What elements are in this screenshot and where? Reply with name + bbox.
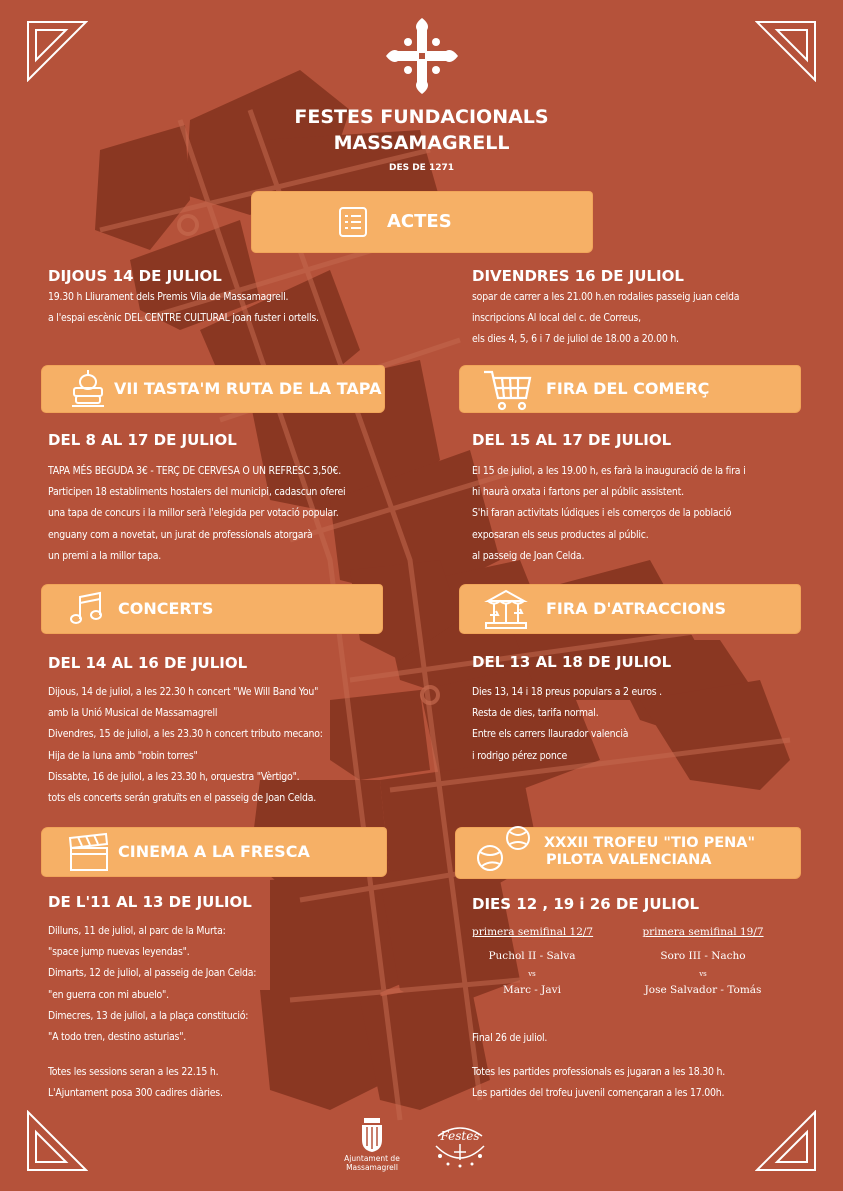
festes-logo <box>430 1116 490 1174</box>
text-line: hi haurà orxata i fartons per al públic assistent. <box>472 486 684 499</box>
banner-comerc-label: FIRA DEL COMERÇ <box>546 379 710 398</box>
atraccions-date: DEL 13 AL 18 DE JULIOL <box>472 653 672 671</box>
text-line: exposaran els seus productes al públic. <box>472 528 649 541</box>
clapperboard-icon <box>68 832 110 872</box>
text-line: Dimarts, 12 de juliol, al passeig de Joan Celda: <box>48 967 257 980</box>
banner-tapa <box>42 366 384 412</box>
text-line: Divendres, 15 de juliol, a les 23.30 h concert tributo mecano: <box>48 728 323 741</box>
banner-actes <box>252 192 592 252</box>
actes-left-date: DIJOUS 14 DE JULIOL <box>48 267 222 285</box>
banner-comerc <box>460 366 800 412</box>
text-line: Final 26 de juliol. <box>472 1032 548 1044</box>
semifinal-2-team-2: Jose Salvador - Tomás <box>644 984 762 996</box>
tapa-icon <box>70 368 106 410</box>
text-line: amb la Unió Musical de Massamagrell <box>48 707 218 720</box>
semifinal-1-title: primera semifinal 12/7 <box>472 926 594 938</box>
banner-cinema-label: CINEMA A LA FRESCA <box>118 842 310 861</box>
banner-actes-label: ACTES <box>387 211 452 232</box>
text-line: tots els concerts serán gratuïts en el passeig de Joan Celda. <box>48 791 317 804</box>
semifinal-2 <box>618 926 788 1004</box>
banner-atraccions-label: FIRA D'ATRACCIONS <box>546 599 727 618</box>
text-line: una tapa de concurs i la millor serà l'elegida per votació popular. <box>48 507 339 520</box>
banner-pilota-label-1: XXXII TROFEU "TIO PENA" <box>544 835 756 851</box>
festes-logo-text: Festes <box>440 1129 480 1143</box>
actes-right-text <box>472 287 739 351</box>
ajuntament-logo-text <box>332 1154 412 1172</box>
text-line: Entre els carrers llaurador valencià <box>472 728 629 741</box>
checklist-icon <box>338 206 368 238</box>
text-line: Dimecres, 13 de juliol, a la plaça constitució: <box>48 1009 249 1022</box>
semifinal-2-team-1: Soro III - Nacho <box>660 950 746 962</box>
ajuntament-line-2: Massamagrell <box>346 1163 398 1172</box>
concerts-date: DEL 14 AL 16 DE JULIOL <box>48 654 248 672</box>
semifinal-1 <box>472 926 592 1004</box>
tapa-text <box>48 461 345 567</box>
cinema-footer <box>48 1062 223 1104</box>
banner-atraccions <box>460 585 800 633</box>
music-note-icon <box>70 591 106 627</box>
semifinal-1-team-1: Puchol II - Salva <box>488 950 576 962</box>
cinema-text <box>48 921 256 1048</box>
text-line: a l'espai escènic DEL CENTRE CULTURAL joan fuster i ortells. <box>48 312 319 325</box>
text-line: al passeig de Joan Celda. <box>472 549 585 562</box>
text-line: Les partides del trofeu juvenil començaran a les 17.00h. <box>472 1087 725 1100</box>
carousel-icon <box>484 587 528 631</box>
corner-ornament-top-left <box>26 20 88 82</box>
text-line: Totes les sessions seran a les 22.15 h. <box>48 1066 219 1078</box>
text-line: Dies 13, 14 i 18 preus populars a 2 euros . <box>472 686 662 698</box>
text-line: els dies 4, 5, 6 i 7 de juliol de 18.00 a 20.00 h. <box>472 333 679 346</box>
text-line: i rodrigo pérez ponce <box>472 749 568 762</box>
text-line: Hija de la luna amb "robin torres" <box>48 749 198 762</box>
text-line: Dijous, 14 de juliol, a les 22.30 h concert "We Will Band You" <box>48 686 319 698</box>
text-line: sopar de carrer a les 21.00 h.en rodalies passeig juan celda <box>472 291 740 303</box>
semifinal-1-team-2: Marc - Javi <box>503 984 561 996</box>
text-line: Totes les partides professionals es jugaran a les 18.30 h. <box>472 1066 725 1078</box>
tapa-date: DEL 8 AL 17 DE JULIOL <box>48 431 237 449</box>
text-line: inscripcions Al local del c. de Correus, <box>472 312 641 325</box>
cross-emblem-icon <box>386 18 458 94</box>
banner-tapa-label: VII TASTA'M RUTA DE LA TAPA <box>114 379 382 398</box>
text-line: 19.30 h Lliurament dels Premis Vila de Massamagrell. <box>48 291 289 303</box>
title-line-1: FESTES FUNDACIONALS <box>294 106 549 128</box>
text-line: El 15 de juliol, a les 19.00 h, es farà la inauguració de la fira i <box>472 465 746 477</box>
cinema-date: DE L'11 AL 13 DE JULIOL <box>48 893 252 911</box>
pilota-date: DIES 12 , 19 i 26 DE JULIOL <box>472 895 700 913</box>
semifinal-1-vs: vs <box>528 970 536 978</box>
text-line: Dilluns, 11 de juliol, al parc de la Murta: <box>48 925 226 937</box>
concerts-text <box>48 682 323 809</box>
corner-ornament-bottom-right <box>755 1110 817 1172</box>
semifinal-2-title: primera semifinal 19/7 <box>642 926 764 938</box>
ajuntament-line-1: Ajuntament de <box>344 1154 400 1163</box>
banner-concerts-label: CONCERTS <box>118 599 214 618</box>
comerc-text <box>472 461 745 567</box>
shopping-cart-icon <box>482 368 532 412</box>
banner-pilota <box>456 828 800 878</box>
text-line: "A todo tren, destino asturias". <box>48 1030 187 1043</box>
banner-concerts <box>42 585 382 633</box>
text-line: "en guerra con mi abuelo". <box>48 988 169 1001</box>
actes-left-text <box>48 287 319 329</box>
ajuntament-shield-icon <box>360 1118 384 1152</box>
banner-cinema <box>42 828 386 876</box>
text-line: S'hi faran activitats lúdiques i els comerços de la població <box>472 507 732 520</box>
text-line: "space jump nuevas leyendas". <box>48 946 190 959</box>
semifinal-2-vs: vs <box>699 970 707 978</box>
text-line: Dissabte, 16 de juliol, a les 23.30 h, orquestra "Vèrtigo". <box>48 770 300 783</box>
pilota-final <box>472 1028 547 1049</box>
text-line: un premi a la millor tapa. <box>48 549 162 562</box>
banner-pilota-label-2: PILOTA VALENCIANA <box>546 852 712 868</box>
corner-ornament-top-right <box>755 20 817 82</box>
title-line-2: MASSAMAGRELL <box>333 132 510 154</box>
balls-icon <box>474 824 532 876</box>
text-line: Participen 18 establiments hostalers del municipi, cadascun oferei <box>48 486 346 499</box>
text-line: Resta de dies, tarifa normal. <box>472 707 599 720</box>
text-line: TAPA MÉS BEGUDA 3€ - TERÇ DE CERVESA O UN REFRESC 3,50€. <box>48 465 342 477</box>
atraccions-text <box>472 682 662 767</box>
text-line: L'Ajuntament posa 300 cadires diàries. <box>48 1087 223 1100</box>
actes-right-date: DIVENDRES 16 DE JULIOL <box>472 267 684 285</box>
text-line: enguany com a novetat, un jurat de professionals atorgarà <box>48 528 313 541</box>
corner-ornament-bottom-left <box>26 1110 88 1172</box>
since-label: DES DE 1271 <box>388 163 455 173</box>
comerc-date: DEL 15 AL 17 DE JULIOL <box>472 431 672 449</box>
pilota-footer <box>472 1062 725 1104</box>
